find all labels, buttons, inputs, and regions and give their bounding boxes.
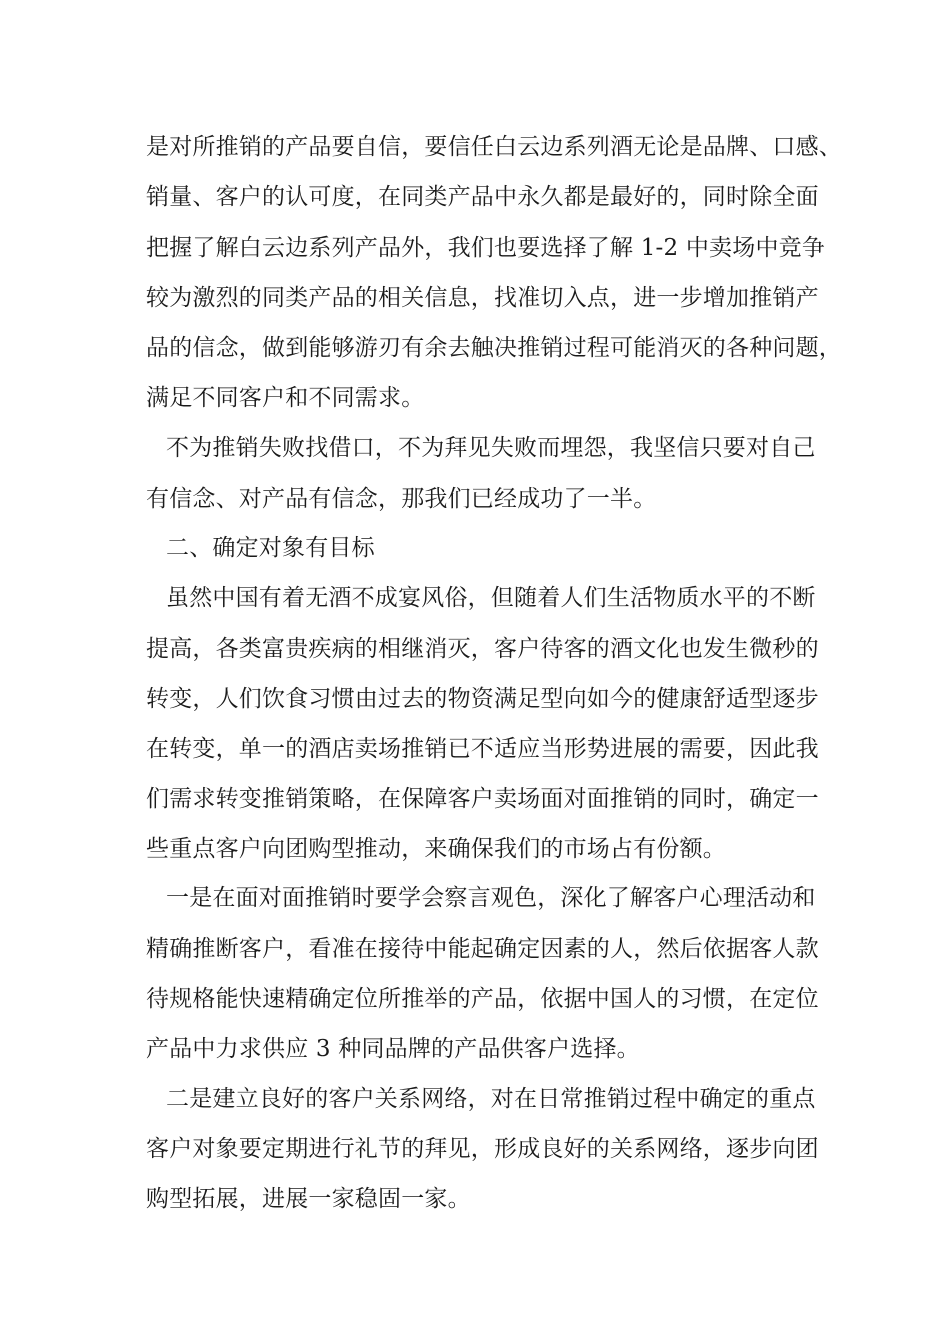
text-line: 是对所推销的产品要自信，要信任白云边系列酒无论是品牌、口感、 bbox=[146, 134, 842, 160]
text-line: 们需求转变推销策略，在保障客户卖场面对面推销的同时，确定一 bbox=[146, 786, 819, 812]
text-line: 客户对象要定期进行礼节的拜见，形成良好的关系网络，逐步向团 bbox=[146, 1136, 819, 1162]
text-line: 满足不同客户和不同需求。 bbox=[146, 385, 425, 411]
text-line: 有信念、对产品有信念，那我们已经成功了一半。 bbox=[146, 486, 657, 512]
text-line: 品的信念，做到能够游刃有余去触决推销过程可能消灭的各种问题， bbox=[146, 335, 842, 361]
text-line: 在转变，单一的酒店卖场推销已不适应当形势进展的需要，因此我 bbox=[146, 736, 819, 762]
paragraph-first-line: 虽然中国有着无酒不成宴风俗，但随着人们生活物质水平的不断 bbox=[166, 585, 816, 611]
text-line: 把握了解白云边系列产品外，我们也要选择了解 1-2 中卖场中竞争 bbox=[146, 235, 826, 261]
text-line: 销量、客户的认可度，在同类产品中永久都是最好的，同时除全面 bbox=[146, 184, 819, 210]
text-line: 提高，各类富贵疾病的相继消灭，客户待客的酒文化也发生微秒的 bbox=[146, 636, 819, 662]
paragraph-first-line: 二是建立良好的客户关系网络，对在日常推销过程中确定的重点 bbox=[166, 1086, 816, 1112]
text-line: 产品中力求供应 3 种同品牌的产品供客户选择。 bbox=[146, 1036, 640, 1062]
text-line: 精确推断客户，看准在接待中能起确定因素的人，然后依据客人款 bbox=[146, 936, 819, 962]
section-heading: 二、确定对象有目标 bbox=[166, 535, 375, 561]
text-line: 些重点客户向团购型推动，来确保我们的市场占有份额。 bbox=[146, 836, 726, 862]
text-line: 转变，人们饮食习惯由过去的物资满足型向如今的健康舒适型逐步 bbox=[146, 686, 819, 712]
text-line: 较为激烈的同类产品的相关信息，找准切入点，进一步增加推销产 bbox=[146, 285, 819, 311]
paragraph-first-line: 不为推销失败找借口，不为拜见失败而埋怨，我坚信只要对自己 bbox=[166, 435, 816, 461]
text-line: 待规格能快速精确定位所推举的产品，依据中国人的习惯，在定位 bbox=[146, 986, 819, 1012]
paragraph-first-line: 一是在面对面推销时要学会察言观色，深化了解客户心理活动和 bbox=[166, 885, 816, 911]
text-line: 购型拓展，进展一家稳固一家。 bbox=[146, 1186, 471, 1212]
